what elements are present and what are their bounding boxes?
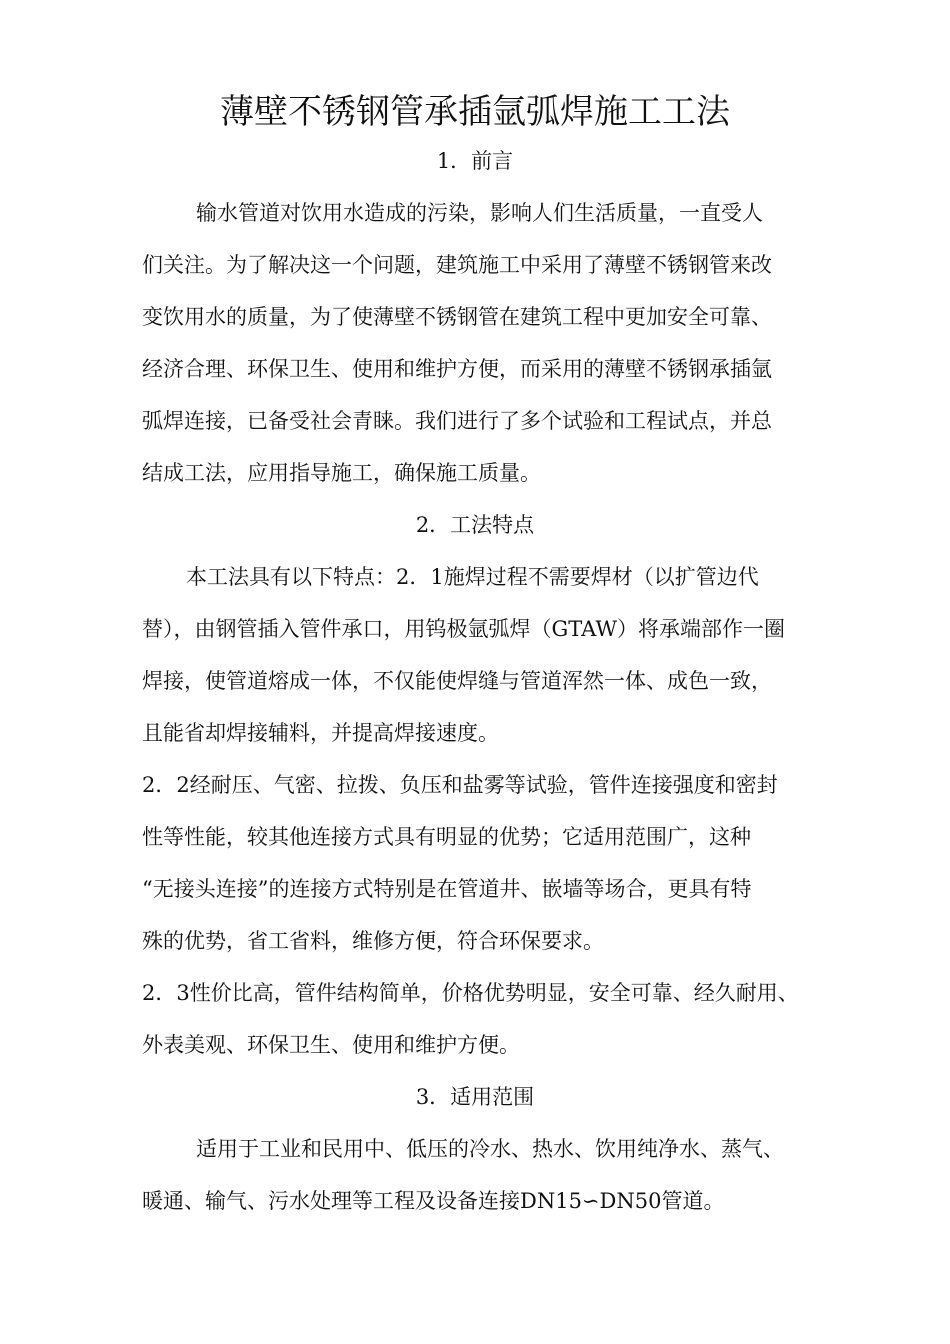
paragraph-line: 性等性能，较其他连接方式具有明显的优势；它适用范围广，这种 bbox=[142, 825, 751, 849]
paragraph-line: 们关注。为了解决这一个问题，建筑施工中采用了薄壁不锈钢管来改 bbox=[142, 253, 772, 277]
paragraph-line: 弧焊连接，已备受社会青睐。我们进行了多个试验和工程试点，并总 bbox=[142, 409, 772, 433]
section-heading-scope: 3．适用范围 bbox=[415, 1085, 535, 1109]
document-title: 薄壁不锈钢管承插氩弧焊施工工法 bbox=[220, 92, 730, 132]
paragraph-line: 本工法具有以下特点：2．1施焊过程不需要焊材（以扩管边代 bbox=[186, 565, 759, 589]
paragraph-line: 且能省却焊接辅料，并提高焊接速度。 bbox=[142, 721, 499, 745]
paragraph-line: 经济合理、环保卫生、使用和维护方便，而采用的薄壁不锈钢承插氩 bbox=[142, 357, 772, 381]
paragraph-line: 替），由钢管插入管件承口，用钨极氩弧焊（GTAW）将承端部作一圈 bbox=[142, 617, 786, 641]
paragraph-line: “无接头连接”的连接方式特别是在管道井、嵌墙等场合，更具有特 bbox=[142, 877, 752, 901]
paragraph-line: 外表美观、环保卫生、使用和维护方便。 bbox=[142, 1033, 520, 1057]
paragraph-line: 输水管道对饮用水造成的污染，影响人们生活质量，一直受人 bbox=[196, 201, 763, 225]
section-heading-preface: 1．前言 bbox=[436, 149, 514, 173]
section-heading-features: 2．工法特点 bbox=[415, 513, 535, 537]
paragraph-line: 殊的优势，省工省料，维修方便，符合环保要求。 bbox=[142, 929, 604, 953]
paragraph-line: 变饮用水的质量，为了使薄壁不锈钢管在建筑工程中更加安全可靠、 bbox=[142, 305, 772, 329]
paragraph-line: 焊接，使管道熔成一体，不仅能使焊缝与管道浑然一体、成色一致， bbox=[142, 669, 772, 693]
paragraph-line: 适用于工业和民用中、低压的冷水、热水、饮用纯净水、蒸气、 bbox=[196, 1137, 784, 1161]
paragraph-line: 暖通、输气、污水处理等工程及设备连接DN15∽DN50管道。 bbox=[142, 1189, 725, 1213]
paragraph-line: 2．2经耐压、气密、拉拨、负压和盐雾等试验，管件连接强度和密封 bbox=[142, 773, 778, 797]
paragraph-line: 2．3性价比高，管件结构简单，价格优势明显，安全可靠、经久耐用、 bbox=[142, 981, 799, 1005]
paragraph-line: 结成工法，应用指导施工，确保施工质量。 bbox=[142, 461, 541, 485]
